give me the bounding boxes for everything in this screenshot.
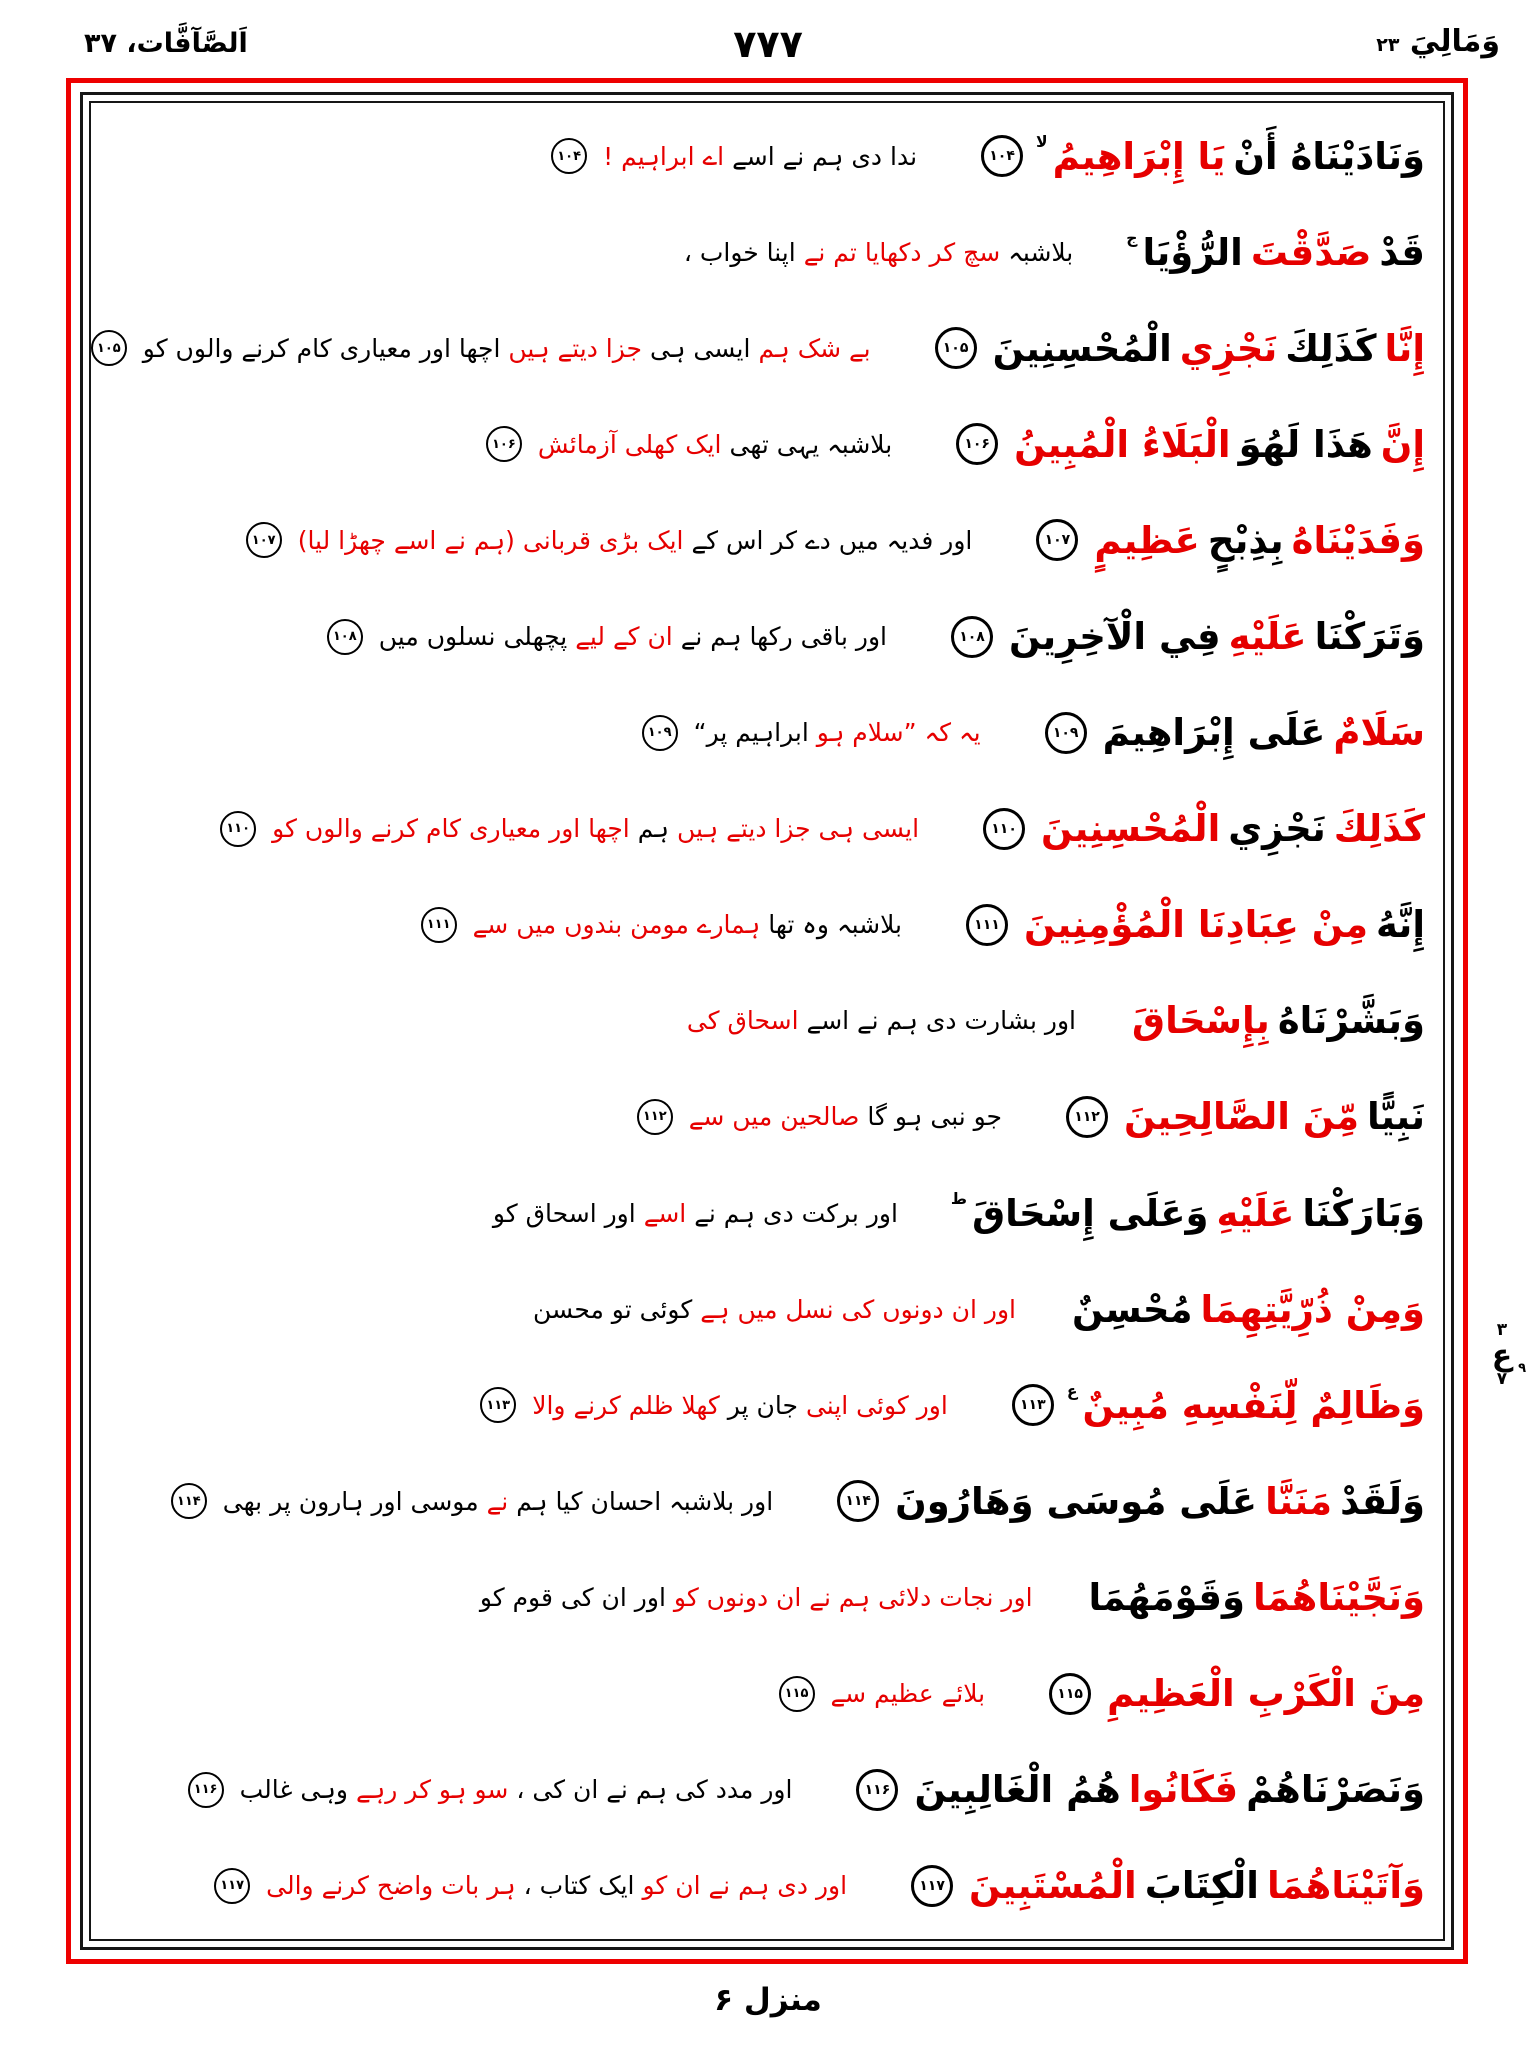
urdu-translation-text [474, 426, 896, 462]
arabic-ayah-text [1068, 1288, 1429, 1331]
ayah-row [97, 807, 1437, 850]
text-segment: وَمِنْ ذُرِّيَّتِهِمَا [1200, 1287, 1425, 1331]
ayah-number-badge: ۱۰۹ [642, 715, 678, 751]
urdu-translation-text [683, 1006, 1080, 1035]
urdu-translation-text [630, 715, 985, 751]
arabic-ayah-text [1054, 1095, 1429, 1138]
urdu-translation-text [159, 1483, 777, 1519]
ayah-number-badge: ۱۰۸ [327, 619, 363, 655]
urdu-translation-text [409, 907, 906, 943]
text-segment: یہ کہ ”سلام ہو [816, 718, 981, 748]
ayah-number-badge: ۱۰۷ [246, 522, 282, 558]
ayah-number-badge: ۱۰۶ [956, 423, 998, 465]
text-segment: وَبَارَكْنَا [1302, 1191, 1425, 1235]
text-segment: اسے [643, 1198, 687, 1228]
page-number: ۷۷۷ [733, 22, 803, 66]
text-segment: صَدَّقْتَ [1250, 230, 1372, 274]
text-segment: كَذَلِكَ [1285, 326, 1377, 370]
ayah-row [97, 903, 1437, 946]
ayah-number-badge: ۱۱۴ [837, 1480, 879, 1522]
arabic-ayah-text [969, 135, 1429, 178]
text-segment: مُحْسِنٌ [1071, 1287, 1193, 1331]
juz-name-text: وَمَالِيَ [1409, 24, 1500, 59]
text-segment: هَذَا لَهُوَ [1238, 422, 1373, 466]
ayah-number-badge: ۱۰۶ [486, 426, 522, 462]
text-segment: ایک کھلی آزمائش [537, 429, 722, 459]
text-segment: اور مدد کی ہم نے ان کی ، [516, 1775, 793, 1805]
text-segment: سَلَامٌ [1333, 711, 1425, 755]
text-segment: اور باقی رکھا ہم نے [680, 622, 887, 652]
text-segment: ایسی ہی [649, 333, 751, 363]
urdu-translation-text [176, 1772, 797, 1808]
arabic-ayah-text [899, 1864, 1429, 1907]
urdu-translation-text [767, 1676, 990, 1712]
urdu-translation-text [234, 522, 977, 558]
arabic-ayah-text [844, 1768, 1429, 1811]
urdu-translation-text [625, 1099, 1006, 1135]
text-segment: کوئی تو محسن [533, 1294, 693, 1324]
ayah-number-badge: ۱۱۷ [214, 1868, 250, 1904]
ayah-number-badge: ۱۱۰ [220, 811, 256, 847]
ayah-row [97, 1672, 1437, 1715]
text-segment: صالحین میں سے [688, 1102, 860, 1132]
urdu-translation-text [315, 619, 891, 655]
ayah-row [97, 1480, 1437, 1523]
juz-number: ۲۳ [1376, 34, 1400, 56]
surah-name-label: اَلصَّآفَّات، ۳۷ [84, 28, 248, 59]
text-segment: ہمارے مومن بندوں میں سے [472, 910, 761, 940]
arabic-ayah-text [939, 615, 1429, 658]
urdu-translation-text [539, 138, 921, 174]
text-segment: إِنَّ [1380, 422, 1425, 466]
text-segment: سچ کر دکھایا تم نے [803, 237, 1001, 267]
text-segment: ندا دی ہم نے اسے [732, 141, 918, 171]
ayah-number-badge: ۱۱۵ [1049, 1673, 1091, 1715]
ayah-number-badge: ۱۰۷ [1036, 519, 1078, 561]
arabic-ayah-text [950, 1192, 1429, 1235]
ayah-row [97, 1384, 1437, 1427]
waqf-mark: ج [1126, 229, 1138, 248]
text-segment: وہی غالب [239, 1775, 348, 1805]
arabic-ayah-text [971, 807, 1429, 850]
arabic-ayah-text [1000, 1384, 1429, 1427]
urdu-translation-text [529, 1295, 1020, 1324]
arabic-ayah-text [1024, 519, 1429, 562]
text-segment: وَنَادَيْنَاهُ أَنْ [1233, 134, 1425, 178]
ayah-row [97, 423, 1437, 466]
text-segment: اچھا اور معیاری کام کرنے والوں کو [272, 814, 630, 844]
manzil-label: منزل ۶ [714, 1982, 822, 2018]
ayah-number-badge: ۱۱۲ [637, 1099, 673, 1135]
text-segment: الْمُحْسِنِينَ [1041, 807, 1221, 851]
waqf-mark: ط [950, 1190, 968, 1209]
text-segment: اسحاق کی [686, 1006, 799, 1036]
ayah-row [97, 519, 1437, 562]
ayah-row [97, 999, 1437, 1042]
ayah-number-badge: ۱۱۲ [1066, 1096, 1108, 1138]
text-segment: الْمُحْسِنِينَ [992, 326, 1172, 370]
text-segment: ہر بات واضح کرنے والی [266, 1871, 516, 1901]
text-segment: اچھا اور معیاری کام کرنے والوں کو [142, 333, 501, 363]
ruku-marker [1470, 1322, 1534, 1389]
text-segment: وَبَشَّرْنَاهُ [1277, 999, 1425, 1043]
text-segment: موسی اور ہارون پر بھی [222, 1486, 479, 1516]
text-segment: ایسی ہی جزا دیتے ہیں [677, 814, 920, 844]
text-segment: فِي الْآخِرِينَ [1009, 615, 1221, 659]
ayah-row [97, 711, 1437, 754]
text-segment: اپنا خواب ، [683, 237, 796, 267]
ayah-number-badge: ۱۱۳ [1012, 1384, 1054, 1426]
text-segment: جو نبی ہو گا [867, 1102, 1003, 1132]
text-segment: نے [486, 1486, 509, 1516]
ruku-verse-count: ۹ [1518, 1360, 1526, 1376]
text-segment: مَنَنَّا [1265, 1479, 1333, 1523]
text-segment: مِّنَ الصَّالِحِينَ [1124, 1095, 1359, 1139]
ayah-row [97, 231, 1437, 274]
ruku-surah-count: ۳ [1496, 1320, 1508, 1340]
text-segment: مِنْ عِبَادِنَا الْمُؤْمِنِينَ [1023, 903, 1368, 947]
text-segment: پچھلی نسلوں میں [378, 622, 568, 652]
urdu-translation-text [680, 238, 1077, 267]
text-segment: اور بشارت دی ہم نے اسے [806, 1006, 1076, 1036]
ayah-row [97, 1095, 1437, 1138]
ayah-number-badge: ۱۱۵ [779, 1676, 815, 1712]
urdu-translation-text [489, 1199, 902, 1228]
text-segment: وَعَلَى إِسْحَاقَ [972, 1191, 1209, 1235]
ayah-number-badge: ۱۰۵ [935, 327, 977, 369]
text-segment: وَتَرَكْنَا [1314, 615, 1425, 659]
arabic-ayah-text [1128, 999, 1429, 1042]
text-segment: فَكَانُوا [1128, 1768, 1239, 1812]
urdu-translation-text [468, 1387, 952, 1423]
text-segment: اے ابراہیم ! [603, 141, 725, 171]
urdu-translation-text [476, 1583, 1037, 1612]
arabic-ayah-text [944, 423, 1429, 466]
ayah-number-badge: ۱۰۴ [551, 138, 587, 174]
arabic-ayah-text [1125, 231, 1429, 274]
waqf-mark: ع [1066, 1382, 1078, 1401]
waqf-mark: لا [1036, 133, 1048, 152]
arabic-ayah-text [1033, 711, 1429, 754]
arabic-ayah-text [923, 327, 1429, 370]
text-segment: جزا دیتے ہیں [508, 333, 642, 363]
text-segment: اور ان دونوں کی نسل میں ہے [700, 1294, 1016, 1324]
ayah-row [97, 1288, 1437, 1331]
text-segment: عَظِيمٍ [1094, 518, 1200, 562]
text-segment: ایک کتاب ، [523, 1871, 635, 1901]
text-segment: بلاشبہ وہ تھا [768, 910, 902, 940]
text-segment: مِنَ الْكَرْبِ الْعَظِيمِ [1107, 1672, 1425, 1716]
ayah-number-badge: ۱۱۶ [856, 1769, 898, 1811]
arabic-ayah-text [1085, 1576, 1429, 1619]
ayah-row [97, 1768, 1437, 1811]
text-segment: ایک بڑی قربانی (ہم نے اسے چھڑا لیا) [297, 525, 684, 555]
text-segment: جان پر [727, 1390, 798, 1420]
text-segment: عَلَى مُوسَى وَهَارُونَ [895, 1479, 1258, 1523]
text-segment: وَآتَيْنَاهُمَا [1266, 1864, 1425, 1908]
text-segment: وَنَجَّيْنَاهُمَا [1252, 1575, 1425, 1619]
urdu-translation-text [208, 811, 923, 847]
text-segment: قَدْ [1379, 230, 1425, 274]
ayah-number-badge: ۱۰۵ [91, 330, 127, 366]
text-segment: ان کے لیے [575, 622, 673, 652]
ayah-number-badge: ۱۱۳ [480, 1387, 516, 1423]
ayah-row [97, 615, 1437, 658]
text-segment: يَا إِبْرَاهِيمُ [1052, 134, 1226, 178]
text-segment: الْكِتَابَ [1144, 1864, 1259, 1908]
arabic-ayah-text [825, 1480, 1429, 1523]
text-segment: الرُّؤْيَا [1142, 230, 1243, 274]
text-segment: اور بلاشبہ احسان کیا ہم [516, 1486, 774, 1516]
text-segment: وَفَدَيْنَاهُ [1291, 518, 1425, 562]
ayah-number-badge: ۱۱۴ [171, 1483, 207, 1519]
ayah-rows [97, 108, 1437, 1934]
text-segment: اور ان کی قوم کو [479, 1582, 666, 1612]
page-header [0, 10, 1536, 74]
text-segment: نَبِيًّا [1367, 1095, 1425, 1139]
text-segment: اور کوئی اپنی [805, 1390, 948, 1420]
text-segment: وَقَوْمَهُمَا [1088, 1575, 1245, 1619]
text-segment: ہم [637, 814, 670, 844]
ain-ruku-icon: ع ۹ [1491, 1337, 1526, 1376]
ayah-row [97, 1864, 1437, 1907]
text-segment: ابراہیم پر“ [693, 718, 809, 748]
urdu-translation-text [202, 1868, 851, 1904]
ayah-number-badge: ۱۰۹ [1045, 712, 1087, 754]
juz-name-label [1376, 24, 1500, 59]
text-segment: اور اسحاق کو [492, 1198, 636, 1228]
page-footer [0, 1982, 1536, 2018]
arabic-ayah-text [1037, 1672, 1429, 1715]
text-segment: بلائے عظیم سے [830, 1679, 986, 1709]
text-segment: نَجْزِي [1179, 326, 1278, 370]
ayah-number-badge: ۱۱۱ [421, 907, 457, 943]
ayah-number-badge: ۱۱۰ [983, 808, 1025, 850]
text-segment: عَلَيْهِ [1216, 1191, 1295, 1235]
text-segment: سو ہو کر رہے [355, 1775, 509, 1805]
text-segment: بے شک ہم [758, 333, 871, 363]
text-segment: اور نجات دلائی ہم نے ان دونوں کو [673, 1582, 1033, 1612]
text-segment: عَلَى إِبْرَاهِيمَ [1102, 711, 1326, 755]
text-segment: اور برکت دی ہم نے [694, 1198, 898, 1228]
text-segment: اور دی ہم نے ان کو [642, 1871, 848, 1901]
text-segment: بِإِسْحَاقَ [1132, 999, 1270, 1043]
text-segment: الْمُسْتَبِينَ [969, 1864, 1137, 1908]
text-segment: إِنَّهُ [1375, 903, 1425, 947]
ayah-number-badge: ۱۰۸ [951, 616, 993, 658]
ayah-row [97, 1192, 1437, 1235]
urdu-translation-text [79, 330, 875, 366]
ayah-number-badge: ۱۱۱ [966, 904, 1008, 946]
arabic-ayah-text [954, 903, 1429, 946]
text-segment: الْبَلَاءُ الْمُبِينُ [1014, 422, 1231, 466]
text-segment: وَنَصَرْنَاهُمْ [1246, 1768, 1425, 1812]
text-segment: اور فدیہ میں دے کر اس کے [691, 525, 973, 555]
ruku-juz-count: ۷ [1496, 1369, 1508, 1390]
ayah-number-badge: ۱۱۷ [911, 1865, 953, 1907]
text-segment: إِنَّا [1384, 326, 1425, 370]
text-segment: عَلَيْهِ [1228, 615, 1307, 659]
text-segment: بِذِبْحٍ [1207, 518, 1284, 562]
text-segment: وَظَالِمٌ لِّنَفْسِهِ مُبِينٌ [1082, 1383, 1425, 1427]
text-segment: كَذَلِكَ [1333, 807, 1425, 851]
ayah-row [97, 1576, 1437, 1619]
text-segment: کھلا ظلم کرنے والا [532, 1390, 720, 1420]
text-segment: بلاشبہ یہی تھی [729, 429, 893, 459]
ayah-row [97, 135, 1437, 178]
text-segment: هُمُ الْغَالِبِينَ [914, 1768, 1121, 1812]
text-segment: وَلَقَدْ [1340, 1479, 1425, 1523]
text-segment: نَجْزِي [1228, 807, 1326, 851]
text-segment: بلاشبہ [1008, 237, 1074, 267]
ayah-number-badge: ۱۱۶ [188, 1772, 224, 1808]
ayah-number-badge: ۱۰۴ [981, 135, 1023, 177]
ayah-row [97, 327, 1437, 370]
